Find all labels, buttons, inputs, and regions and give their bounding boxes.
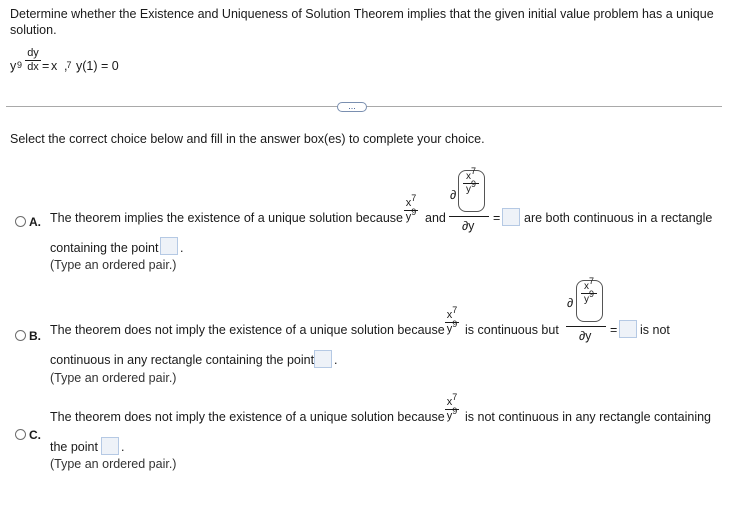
- choice-b-text4: continuous in any rectangle containing the point: [50, 353, 315, 367]
- choice-c-hint: (Type an ordered pair.): [50, 457, 177, 471]
- choice-b-text2: is continuous but: [465, 323, 559, 337]
- choice-c-letter: C.: [29, 428, 41, 442]
- paren-fraction: [581, 276, 597, 305]
- partial-d: ∂: [567, 296, 574, 310]
- frac-y: y: [446, 410, 453, 422]
- paren-fraction: [463, 166, 479, 195]
- choice-b-radio[interactable]: [15, 330, 26, 341]
- choice-a-dot: .: [180, 241, 184, 255]
- frac-x: x: [446, 396, 453, 408]
- choice-c-text3: the point: [50, 440, 98, 454]
- frac-y-exp: 9: [452, 319, 458, 329]
- eq-dx: dx: [27, 61, 39, 73]
- choice-a-answer-box-2[interactable]: [160, 237, 178, 255]
- eq-y: y: [10, 59, 17, 73]
- eq-derivative: [25, 48, 41, 73]
- choice-a-text1: The theorem implies the existence of a unique solution because: [50, 211, 403, 225]
- eq-y-exp: 9: [17, 60, 23, 70]
- choice-a-and: and: [425, 211, 446, 225]
- choice-a-fraction: [404, 193, 418, 223]
- frac-y-exp: 9: [470, 179, 476, 189]
- partial-dy: ∂y: [462, 219, 475, 233]
- frac-y: y: [583, 294, 589, 305]
- more-button[interactable]: ...: [337, 102, 367, 112]
- partial-bar: [566, 326, 606, 327]
- choice-c-radio[interactable]: [15, 429, 26, 440]
- choice-c-fraction: [445, 392, 459, 422]
- eq-x-exp: 7: [66, 60, 72, 70]
- frac-x-exp: 7: [452, 305, 458, 315]
- choice-b-eq: =: [610, 323, 618, 337]
- frac-x: x: [465, 171, 471, 182]
- partial-d: ∂: [450, 188, 457, 202]
- frac-x: x: [446, 309, 453, 321]
- choice-b-answer-box-1[interactable]: [619, 320, 637, 338]
- eq-initial: y(1) = 0: [76, 59, 119, 73]
- choice-a-text2: are both continuous in a rectangle: [524, 211, 713, 225]
- choice-c-text2: is not continuous in any rectangle containing: [465, 410, 711, 424]
- frac-x-exp: 7: [452, 392, 458, 402]
- frac-x: x: [583, 281, 589, 292]
- frac-y: y: [465, 184, 471, 195]
- choice-b-text3: is not: [640, 323, 670, 337]
- frac-x: x: [405, 197, 412, 209]
- frac-x-exp: 7: [411, 193, 417, 203]
- eq-sep: ,: [64, 59, 68, 73]
- partial-bar: [449, 216, 489, 217]
- choice-a-hint: (Type an ordered pair.): [50, 258, 177, 272]
- choice-a-radio[interactable]: [15, 216, 26, 227]
- choice-a-answer-box-1[interactable]: [502, 208, 520, 226]
- eq-dy: dy: [27, 47, 39, 59]
- eq-x: x: [51, 59, 58, 73]
- eq-equals: =: [42, 59, 50, 73]
- choice-b-answer-box-2[interactable]: [314, 350, 332, 368]
- instruction: Select the correct choice below and fill in the answer box(es) to complete your choice.: [10, 132, 485, 146]
- frac-x-exp: 7: [470, 166, 476, 176]
- question-prompt: Determine whether the Existence and Uniqueness of Solution Theorem implies that the given initial value problem has a unique solution.: [10, 7, 714, 37]
- frac-y-exp: 9: [452, 406, 458, 416]
- choice-b-fraction: [445, 305, 459, 335]
- choice-b-text1: The theorem does not imply the existence of a unique solution because: [50, 323, 445, 337]
- choice-c-answer-box[interactable]: [101, 437, 119, 455]
- choice-a-letter: A.: [29, 215, 41, 229]
- choice-c-text1: The theorem does not imply the existence of a unique solution because: [50, 410, 445, 424]
- frac-y-exp: 9: [588, 289, 594, 299]
- frac-y: y: [405, 211, 412, 223]
- frac-y-exp: 9: [411, 207, 417, 217]
- choice-b-hint: (Type an ordered pair.): [50, 371, 177, 385]
- choice-b-dot: .: [334, 353, 338, 367]
- choice-a-text3: containing the point: [50, 241, 159, 255]
- frac-y: y: [446, 323, 453, 335]
- partial-dy: ∂y: [579, 329, 592, 343]
- choice-c-dot: .: [121, 440, 125, 454]
- choice-a-eq: =: [493, 211, 501, 225]
- choice-b-letter: B.: [29, 329, 41, 343]
- frac-x-exp: 7: [588, 276, 594, 286]
